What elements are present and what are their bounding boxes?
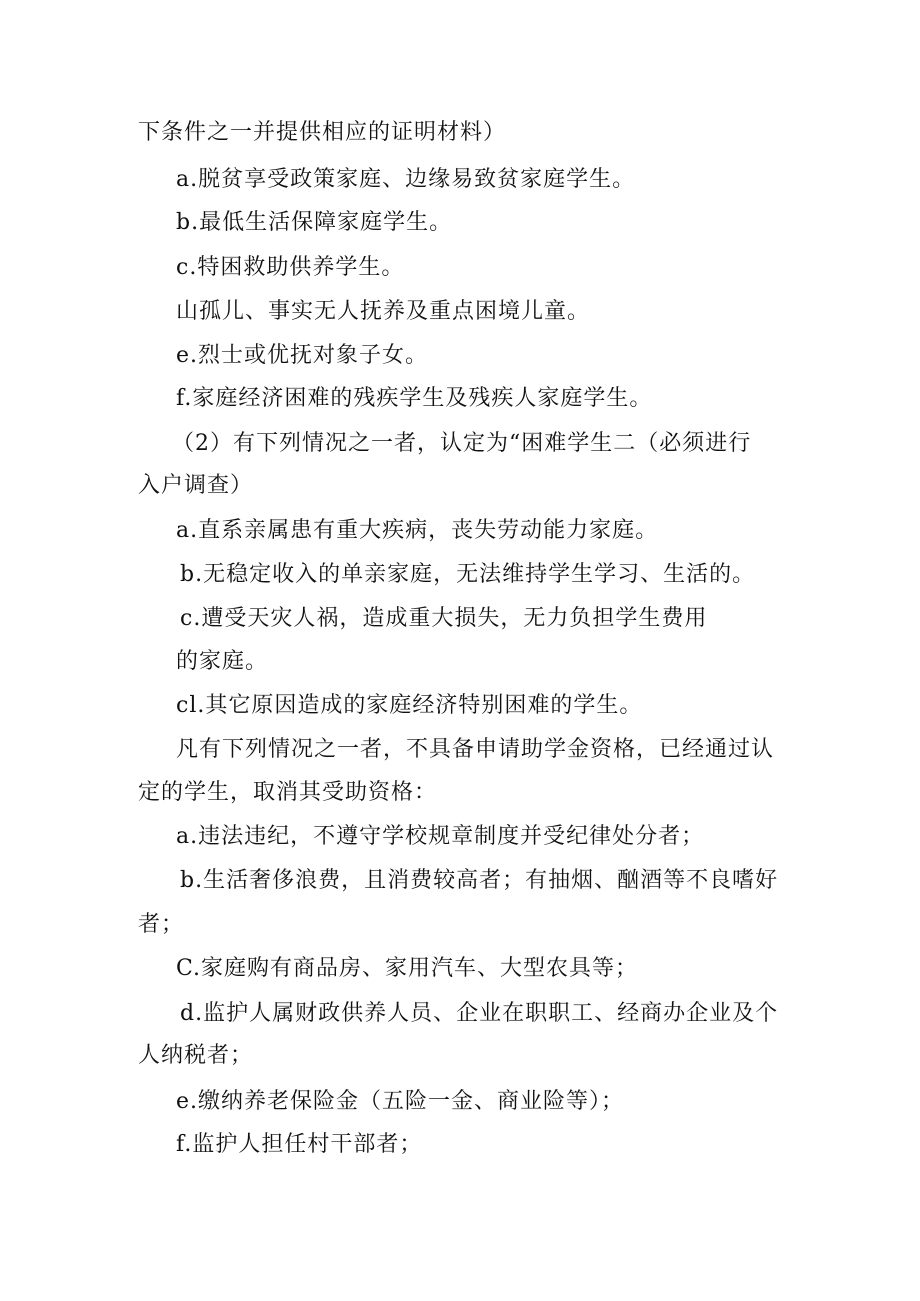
text-line: c.遭受天灾人祸，造成重大损失，无力负担学生费用 — [180, 606, 708, 631]
text-line: a.直系亲属患有重大疾病，丧失劳动能力家庭。 — [176, 518, 659, 543]
text-line: e.烈士或优抚对象子女。 — [176, 343, 429, 368]
text-line: 定的学生，取消其受助资格： — [138, 780, 438, 805]
text-line: f.监护人担任村干部者； — [176, 1132, 423, 1157]
text-line: 凡有下列情况之一者，不具备申请助学金资格，已经通过认 — [176, 737, 775, 762]
text-line: 的家庭。 — [176, 649, 269, 674]
text-line: 山孤儿、事实无人抚养及重点困境儿童。 — [176, 299, 591, 324]
text-line: （2）有下列情况之一者，认定为“困难学生二（必须进行 — [172, 431, 752, 456]
text-line: e.缴纳养老保险金（五险一金、商业险等）； — [176, 1089, 625, 1114]
text-line: 人纳税者； — [138, 1043, 254, 1068]
text-line: 入户调查） — [138, 473, 254, 498]
text-line: c.特困救助供养学生。 — [176, 255, 405, 280]
text-line: C.家庭购有商品房、家用汽车、大型农具等； — [176, 956, 639, 981]
text-line: b.生活奢侈浪费，且消费较高者；有抽烟、酗酒等不良嗜好 — [180, 868, 779, 893]
text-line: cl.其它原因造成的家庭经济特别困难的学生。 — [176, 693, 643, 718]
text-line: a.脱贫享受政策家庭、边缘易致贫家庭学生。 — [176, 167, 636, 192]
text-line: b.最低生活保障家庭学生。 — [176, 210, 453, 235]
text-line: 下条件之一并提供相应的证明材料） — [138, 120, 507, 145]
text-line: b.无稳定收入的单亲家庭，无法维持学生学习、生活的。 — [180, 562, 756, 587]
text-line: 者； — [138, 912, 185, 937]
text-line: f.家庭经济困难的残疾学生及残疾人家庭学生。 — [176, 386, 653, 411]
text-line: a.违法违纪，不遵守学校规章制度并受纪律处分者； — [176, 824, 705, 849]
text-line: d.监护人属财政供养人员、企业在职职工、经商办企业及个 — [180, 1001, 779, 1026]
